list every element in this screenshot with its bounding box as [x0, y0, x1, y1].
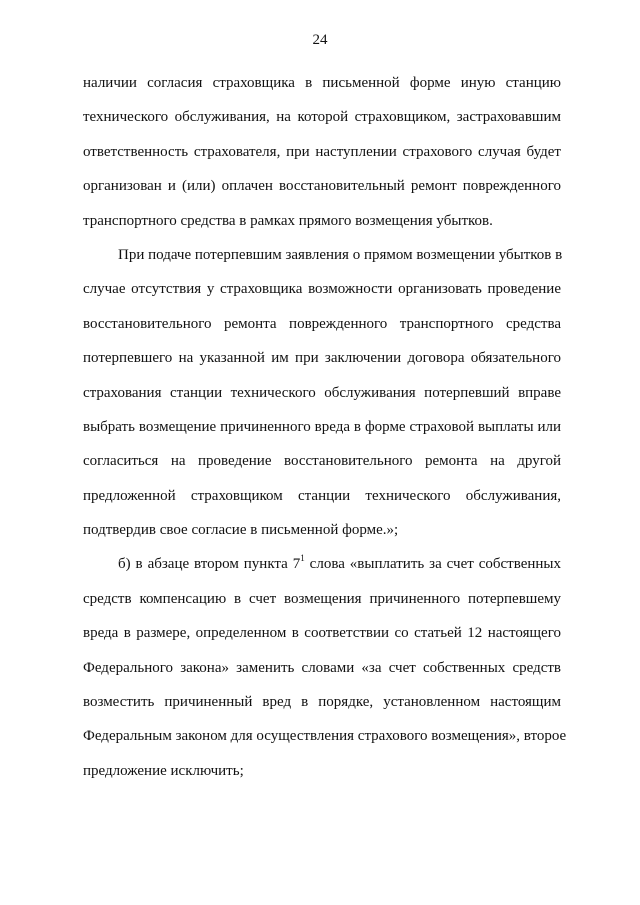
text-line: средств компенсацию в счет возмещения причиненного потерпевшему — [83, 590, 561, 607]
text-line: выбрать возмещение причиненного вреда в форме страховой выплаты или — [83, 418, 561, 435]
text-line: наличии согласия страховщика в письменной форме иную станцию — [83, 75, 561, 91]
text-line: подтвердив свое согласие в письменной форме.»; — [83, 522, 399, 539]
text-line: случае отсутствия у страховщика возможности организовать проведение — [83, 281, 561, 298]
text-line: предложение исключить; — [83, 762, 244, 779]
text-line: При подаче потерпевшим заявления о прямом возмещении убытков в — [118, 246, 563, 263]
text-line: страхования станции технического обслуживания потерпевший вправе — [83, 384, 561, 401]
text-line: организован и (или) оплачен восстановительный ремонт поврежденного — [83, 178, 561, 195]
text-line: Федеральным законом для осуществления страхового возмещения», второе — [83, 728, 567, 745]
text-line: согласиться на проведение восстановительного ремонта на другой — [83, 453, 561, 470]
superscript-index: 1 — [300, 553, 305, 564]
paragraph-2 — [83, 238, 561, 548]
paragraph-3 — [83, 547, 567, 788]
document-body — [83, 66, 567, 788]
page-number: 24 — [312, 32, 328, 48]
text-line: Федерального закона» заменить словами «за счет собственных средств — [83, 659, 561, 676]
text-line: ответственность страхователя, при наступлении страхового случая будет — [83, 143, 561, 160]
text-line: возместить причиненный вред в порядке, установленном настоящим — [83, 694, 561, 711]
text-line: потерпевшего на указанной им при заключении договора обязательного — [83, 350, 561, 367]
text-segment: б) в абзаце втором пункта 7 — [118, 556, 301, 573]
text-segment: слова «выплатить за счет собственных — [304, 556, 561, 573]
paragraph-1 — [83, 66, 561, 238]
text-line: транспортного средства в рамках прямого возмещения убытков. — [83, 212, 493, 229]
text-line: предложенной страховщиком станции технического обслуживания, — [83, 487, 561, 504]
text-line: восстановительного ремонта поврежденного транспортного средства — [83, 315, 561, 332]
text-line-with-superscript — [83, 547, 561, 581]
text-line: вреда в размере, определенном в соответствии со статьей 12 настоящего — [83, 625, 561, 642]
text-line: технического обслуживания, на которой страховщиком, застраховавшим — [83, 109, 561, 126]
